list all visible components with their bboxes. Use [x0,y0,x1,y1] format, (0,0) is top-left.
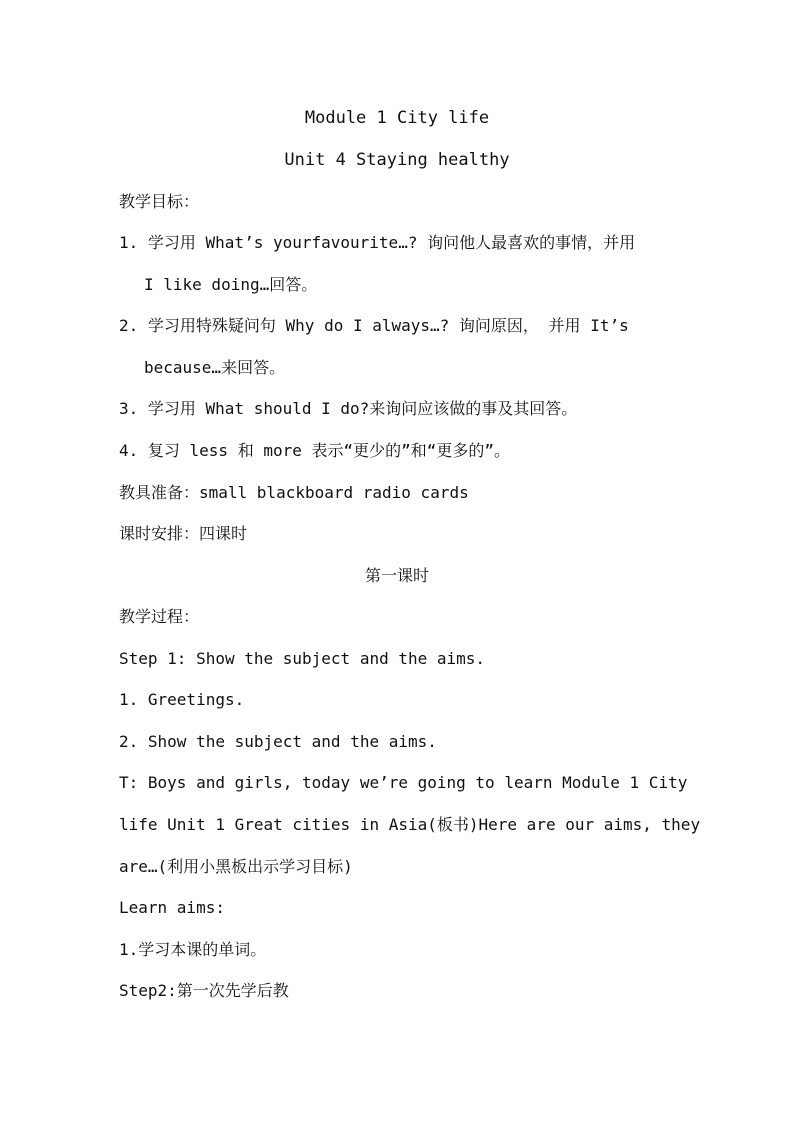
schedule-line: 课时安排：四课时 [119,524,248,543]
objective-1-line-1: 1. 学习用 What’s yourfavourite…? 询问他人最喜欢的事情，并用 [119,233,636,252]
learn-aims-heading: Learn aims: [119,898,225,917]
materials-line: 教具准备：small blackboard radio cards [119,483,469,502]
teacher-line-1: T: Boys and girls, today we’re going to learn Module 1 City [119,773,688,792]
step-2: Step2:第一次先学后教 [119,981,289,1000]
learn-aims-item-1: 1.学习本课的单词。 [119,940,267,959]
objective-3: 3. 学习用 What should I do?来询问应该做的事及其回答。 [119,399,578,418]
step-1-item-1: 1. Greetings. [119,690,245,709]
lesson-heading: 第一课时 [364,566,429,585]
objective-4: 4. 复习 less 和 more 表示“更少的”和“更多的”。 [119,441,511,460]
teacher-line-3: are…(利用小黑板出示学习目标) [119,857,353,876]
objective-1-line-2: I like doing…回答。 [144,275,318,294]
document-subtitle: Unit 4 Staying healthy [284,150,510,170]
objective-2-line-2: because…来回答。 [144,358,286,377]
process-heading: 教学过程： [119,607,200,626]
document-title: Module 1 City life [304,108,490,128]
objectives-heading: 教学目标： [119,192,200,211]
step-1: Step 1: Show the subject and the aims. [119,649,486,668]
step-1-item-2: 2. Show the subject and the aims. [119,732,437,751]
teacher-line-2: life Unit 1 Great cities in Asia(板书)Here are our aims, they [119,815,701,834]
objective-2-line-1: 2. 学习用特殊疑问句 Why do I always…? 询问原因， 并用 It’s [119,316,629,335]
